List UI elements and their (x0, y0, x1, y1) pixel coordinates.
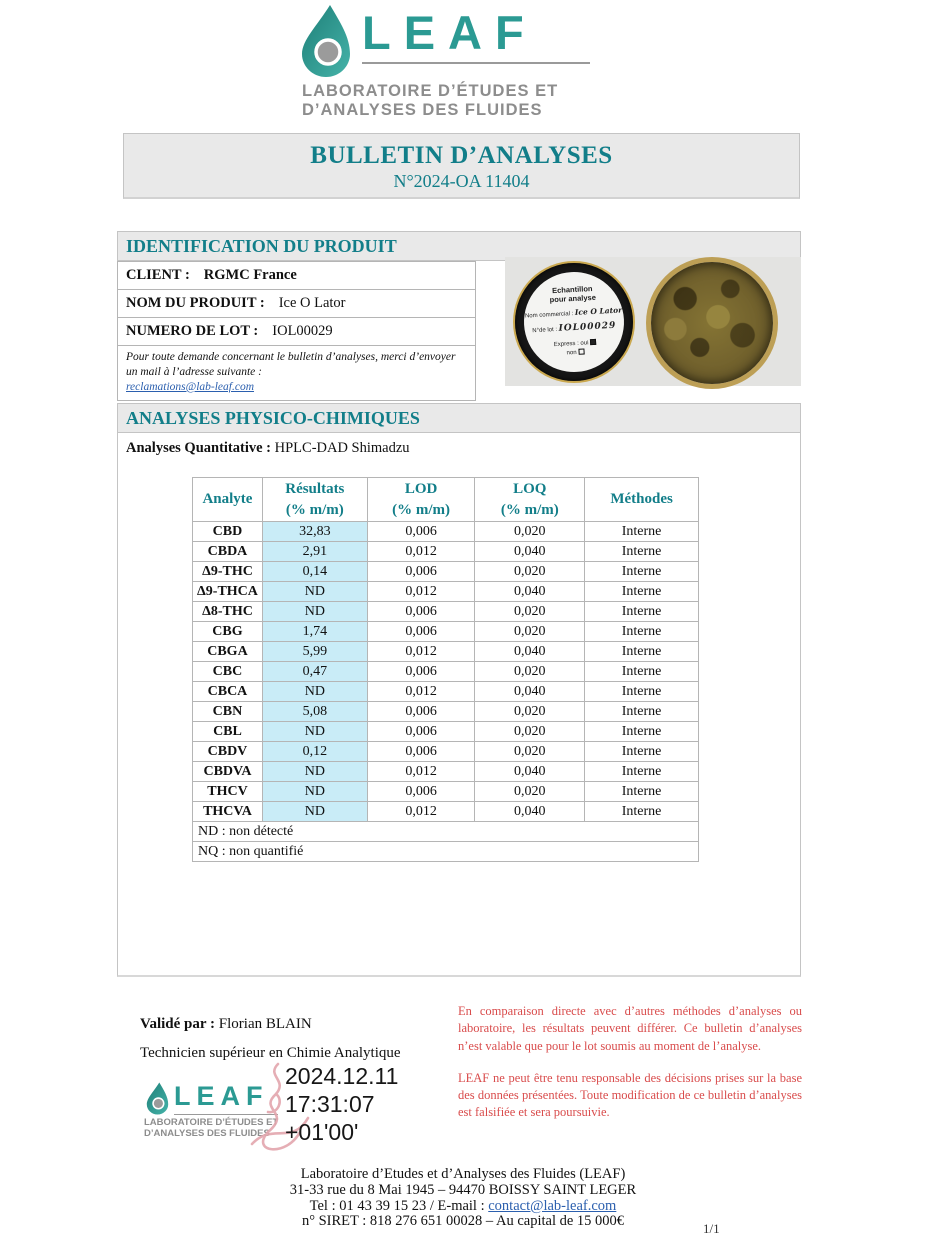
cell-loq: 0,020 (475, 622, 585, 642)
cell-analyte: CBDV (193, 742, 263, 762)
cell-resultat: ND (262, 582, 367, 602)
lot-number-row (117, 318, 476, 346)
footnote-text: ND : non détecté (193, 822, 699, 842)
analyte-row (193, 562, 699, 582)
tin-label-title: Echantillon pour analyse (549, 283, 597, 305)
method-label: Analyses Quantitative : (126, 440, 271, 456)
cell-methode: Interne (585, 602, 699, 622)
analyte-row (193, 762, 699, 782)
timestamp-date: 2024.12.11 (285, 1063, 399, 1089)
cell-methode: Interne (585, 542, 699, 562)
cell-methode: Interne (585, 642, 699, 662)
logo-subtitle-line1: LABORATOIRE D’ÉTUDES ET (302, 82, 559, 100)
client-label: CLIENT : (126, 267, 190, 283)
cell-analyte: CBDA (193, 542, 263, 562)
analyses-section-header: ANALYSES PHYSICO-CHIMIQUES (117, 403, 801, 433)
sample-tin-contents (651, 262, 773, 384)
product-name-label: NOM DU PRODUIT : (126, 295, 265, 311)
cell-lod: 0,006 (367, 522, 475, 542)
cell-analyte: CBN (193, 702, 263, 722)
product-name-row (117, 290, 476, 318)
cell-resultat: 1,74 (262, 622, 367, 642)
footer-line1: Laboratoire d’Etudes et d’Analyses des Fluides (LEAF) (300, 1166, 626, 1182)
leaf-logo (296, 4, 616, 120)
cell-resultat: 5,08 (262, 702, 367, 722)
cell-loq: 0,020 (475, 522, 585, 542)
analyte-row (193, 582, 699, 602)
leaf-drop-icon (296, 4, 356, 78)
analyte-row (193, 742, 699, 762)
analyte-row (193, 722, 699, 742)
analyte-row (193, 542, 699, 562)
cell-analyte: CBG (193, 622, 263, 642)
lot-number-value: IOL00029 (272, 323, 333, 339)
cell-analyte: CBDVA (193, 762, 263, 782)
disclaimer-paragraph-2: LEAF ne peut être tenu responsable des décisions prises sur la base des données présentées. Toute modification de ce bulletin d’analyses est falsifiée et sera poursuivie. (458, 1070, 802, 1120)
signature-timestamp (285, 1062, 398, 1146)
cell-loq: 0,020 (475, 702, 585, 722)
footer-line2: 31-33 rue du 8 Mai 1945 – 94470 BOISSY SAINT LEGER (289, 1181, 637, 1198)
tin-handwritten-name: Ice O Lator (574, 305, 623, 317)
analytes-table (192, 477, 699, 862)
cell-analyte: THCVA (193, 802, 263, 822)
cell-resultat: ND (262, 762, 367, 782)
cell-analyte: Δ8-THC (193, 602, 263, 622)
analytes-table-body (193, 522, 699, 862)
tin-label-name: Nom commercial : Ice O Lator (524, 305, 623, 320)
cell-resultat: ND (262, 782, 367, 802)
cell-resultat: ND (262, 722, 367, 742)
cell-methode: Interne (585, 622, 699, 642)
footer-address (163, 1167, 763, 1230)
document-title: BULLETIN D’ANALYSES (310, 142, 613, 169)
cell-methode: Interne (585, 742, 699, 762)
product-name-value: Ice O Lator (278, 295, 346, 311)
cell-methode: Interne (585, 562, 699, 582)
analyte-row (193, 642, 699, 662)
footer-line4: n° SIRET : 818 276 651 00028 – Au capital de 15 000€ (301, 1213, 625, 1230)
analyte-row (193, 662, 699, 682)
client-row (117, 261, 476, 290)
lot-number-label: NUMERO DE LOT : (126, 323, 259, 339)
analyte-row (193, 802, 699, 822)
cell-loq: 0,040 (475, 762, 585, 782)
cell-loq: 0,020 (475, 722, 585, 742)
cell-resultat: 0,47 (262, 662, 367, 682)
timestamp-tz: +01'00' (285, 1119, 359, 1145)
page-number: 1/1 (703, 1221, 720, 1236)
analyte-row (193, 782, 699, 802)
cell-loq: 0,040 (475, 642, 585, 662)
logo-subtitle (302, 82, 616, 120)
cell-lod: 0,006 (367, 662, 475, 682)
cell-lod: 0,012 (367, 542, 475, 562)
sample-tin-label (521, 269, 626, 374)
cell-lod: 0,012 (367, 642, 475, 662)
cell-methode: Interne (585, 782, 699, 802)
timestamp-time: 17:31:07 (285, 1091, 375, 1117)
stamp-logo-subtitle: LABORATOIRE D’ÉTUDES ET D’ANALYSES DES FLUIDES (144, 1117, 279, 1140)
sample-photo (505, 257, 801, 386)
col-loq: LOQ (% m/m) (475, 478, 585, 522)
method-value: HPLC-DAD Shimadzu (274, 440, 410, 456)
col-resultats: Résultats (% m/m) (262, 478, 367, 522)
tin-label-express: Express : oui non (525, 337, 626, 360)
analytes-header-row (193, 478, 699, 522)
cell-lod: 0,006 (367, 722, 475, 742)
analyte-row (193, 622, 699, 642)
cell-loq: 0,020 (475, 562, 585, 582)
analyte-row (193, 602, 699, 622)
cell-methode: Interne (585, 522, 699, 542)
cell-lod: 0,012 (367, 682, 475, 702)
contact-note-text: Pour toute demande concernant le bulletin d’analyses, merci d’envoyer un mail à l’adresse suivante : (126, 351, 456, 378)
cell-methode: Interne (585, 662, 699, 682)
footnote-text: NQ : non quantifié (193, 842, 699, 862)
cell-loq: 0,040 (475, 682, 585, 702)
disclaimer-paragraph-1: En comparaison directe avec d’autres méthodes d’analyses ou laboratoire, les résultats peuvent différer. Ce bulletin d’analyses n’est valable que pour le lot soumis au moment de l’analyse. (458, 1004, 802, 1053)
cell-resultat: 32,83 (262, 522, 367, 542)
cell-methode: Interne (585, 582, 699, 602)
cell-resultat: ND (262, 682, 367, 702)
stamp-logo-wordmark: LEAF (174, 1081, 269, 1111)
contact-email-link[interactable]: contact@lab-leaf.com (488, 1197, 617, 1214)
cell-lod: 0,006 (367, 702, 475, 722)
cell-loq: 0,020 (475, 602, 585, 622)
express-non-checkbox-icon (578, 349, 584, 355)
cell-lod: 0,006 (367, 622, 475, 642)
cell-resultat: 2,91 (262, 542, 367, 562)
document-number: N°2024-OA 11404 (393, 171, 530, 191)
cell-lod: 0,006 (367, 782, 475, 802)
cell-loq: 0,040 (475, 542, 585, 562)
cell-resultat: 0,14 (262, 562, 367, 582)
tin-label-lot: N°de lot : IOL00029 (532, 320, 617, 335)
analyses-section (117, 403, 801, 977)
cell-methode: Interne (585, 722, 699, 742)
stamp-leaf-drop-icon (144, 1082, 171, 1115)
cell-loq: 0,020 (475, 662, 585, 682)
cell-loq: 0,040 (475, 582, 585, 602)
cell-methode: Interne (585, 682, 699, 702)
validated-by-name: Florian BLAIN (218, 1016, 312, 1032)
cell-analyte: THCV (193, 782, 263, 802)
cell-analyte: CBCA (193, 682, 263, 702)
footer-line3: Tel : 01 43 39 15 23 / E-mail : contact@lab-leaf.com (309, 1197, 617, 1214)
logo-underline (362, 62, 590, 64)
cell-loq: 0,040 (475, 802, 585, 822)
cell-methode: Interne (585, 802, 699, 822)
cell-resultat: ND (262, 602, 367, 622)
col-methodes: Méthodes (585, 478, 699, 522)
table-footnote-row (193, 822, 699, 842)
contact-note-row (117, 346, 476, 401)
cell-methode: Interne (585, 702, 699, 722)
identification-section-header: IDENTIFICATION DU PRODUIT (117, 231, 801, 261)
cell-methode: Interne (585, 762, 699, 782)
express-oui-checkbox-icon (590, 339, 596, 345)
cell-analyte: Δ9-THCA (193, 582, 263, 602)
logo-subtitle-line2: D’ANALYSES DES FLUIDES (302, 100, 543, 119)
cell-resultat: 0,12 (262, 742, 367, 762)
analytes-table-wrap (192, 477, 699, 862)
cell-analyte: CBC (193, 662, 263, 682)
cell-resultat: ND (262, 802, 367, 822)
cell-lod: 0,006 (367, 602, 475, 622)
analyte-row (193, 702, 699, 722)
reclamations-email-link[interactable]: reclamations@lab-leaf.com (126, 380, 255, 393)
cell-analyte: Δ9-THC (193, 562, 263, 582)
col-lod: LOD (% m/m) (367, 478, 475, 522)
col-analyte: Analyte (193, 478, 263, 522)
cell-resultat: 5,99 (262, 642, 367, 662)
cell-analyte: CBD (193, 522, 263, 542)
identification-table (117, 261, 476, 401)
validator-role: Technicien supérieur en Chimie Analytique (140, 1045, 401, 1061)
cell-lod: 0,006 (367, 562, 475, 582)
validated-by-line (140, 1016, 312, 1033)
cell-loq: 0,020 (475, 782, 585, 802)
cell-lod: 0,012 (367, 802, 475, 822)
title-banner (123, 133, 800, 199)
cell-analyte: CBL (193, 722, 263, 742)
sample-tin-lid (515, 263, 633, 381)
analyses-method-line (126, 440, 410, 457)
analyte-row (193, 682, 699, 702)
signature-stamp (142, 1060, 422, 1170)
validated-by-label: Validé par : (140, 1016, 216, 1032)
disclaimer-text (458, 1003, 802, 1122)
cell-analyte: CBGA (193, 642, 263, 662)
client-value: RGMC France (203, 267, 297, 283)
cell-lod: 0,012 (367, 762, 475, 782)
tin-handwritten-lot: IOL00029 (558, 320, 617, 334)
cell-lod: 0,006 (367, 742, 475, 762)
logo-wordmark: LEAF (362, 6, 537, 59)
table-footnote-row (193, 842, 699, 862)
cell-lod: 0,012 (367, 582, 475, 602)
cell-loq: 0,020 (475, 742, 585, 762)
analyte-row (193, 522, 699, 542)
